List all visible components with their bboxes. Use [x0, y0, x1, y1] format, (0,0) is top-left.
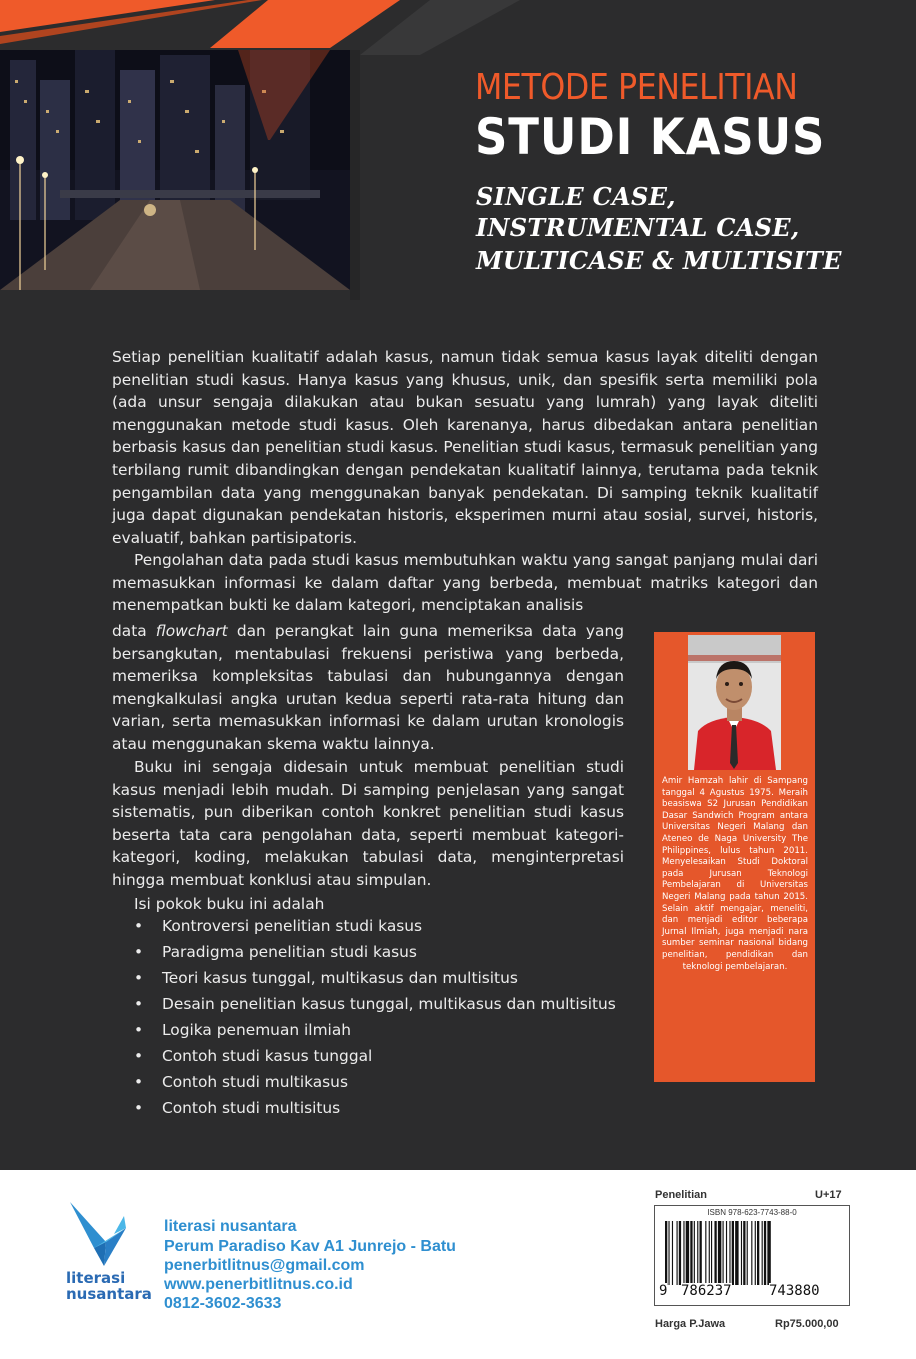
publisher-email: penerbitlitnus@gmail.com	[164, 1257, 365, 1274]
barcode-bar	[729, 1221, 730, 1285]
logo-text-line-1: literasi	[66, 1269, 126, 1287]
publisher-address: Perum Paradiso Kav A1 Junrejo - Batu	[164, 1238, 456, 1255]
barcode-bar	[757, 1221, 759, 1285]
barcode-bar	[755, 1221, 756, 1285]
bullet-icon: •	[134, 943, 144, 961]
author-portrait-illustration	[688, 635, 781, 770]
bullet-icon: •	[134, 1073, 144, 1091]
isbn-label: ISBN 978-623-7743-88-0	[707, 1208, 797, 1217]
list-item	[134, 913, 616, 939]
barcode-bar	[718, 1221, 721, 1285]
subtitle-line-1: SINGLE CASE,	[476, 182, 676, 211]
barcode-bar	[714, 1221, 716, 1285]
list-item	[134, 939, 616, 965]
barcode-bar	[751, 1221, 752, 1285]
bullet-icon: •	[134, 1099, 144, 1117]
publisher-name: literasi nusantara	[164, 1218, 297, 1235]
isbn-digit-group-1: 786237	[681, 1283, 732, 1299]
logo-text-line-2: nusantara	[66, 1285, 152, 1303]
bullet-icon: •	[134, 1047, 144, 1065]
list-item-label: Paradigma penelitian studi kasus	[162, 943, 417, 961]
blurb-p2-text-a: data	[112, 622, 156, 640]
isbn-digit-group-2: 743880	[769, 1283, 820, 1299]
barcode-bar	[711, 1221, 712, 1285]
blurb-p2-text-b: dan perangkat lain guna memeriksa data yang bersangkutan, mentabulasi frekuensi peristiwa yang berbeda, memeriksa kompleksitas tabulasi dan hubungannya dengan mengkalkulasi angka urutan kedua seperti rata-rata hitung dan varian, serta memasukkan informasi ke dalam urutan kronologis atau menggunakan skema waktu lainnya.	[112, 622, 624, 753]
list-item-label: Contoh studi multisitus	[162, 1099, 341, 1117]
list-item	[134, 1017, 616, 1043]
bullet-icon: •	[134, 917, 144, 935]
bullet-icon: •	[134, 969, 144, 987]
bullet-icon: •	[134, 995, 144, 1013]
publisher-website: www.penerbitlitnus.co.id	[164, 1276, 353, 1293]
list-item-label: Teori kasus tunggal, multikasus dan multisitus	[162, 969, 518, 987]
publisher-phone: 0812-3602-3633	[164, 1295, 282, 1312]
barcode-bar	[705, 1221, 706, 1285]
barcode-bar	[668, 1221, 669, 1285]
barcode-bar	[700, 1221, 702, 1285]
barcode-bar	[732, 1221, 734, 1285]
list-item	[134, 1043, 616, 1069]
list-item-label: Contoh studi kasus tunggal	[162, 1047, 373, 1065]
subtitle-line-2: INSTRUMENTAL CASE,	[476, 213, 800, 242]
barcode-bar	[677, 1221, 678, 1285]
blurb-paragraph-2-wide: Pengolahan data pada studi kasus membutuhkan waktu yang sangat panjang mulai dari memasukkan informasi ke dalam daftar yang berbeda, membuat matriks kategori dan menempatkan bukti ke dalam kategori, menciptakan analisis	[112, 551, 818, 615]
barcode-bar	[709, 1221, 710, 1285]
blurb-p2-italic: flowchart	[155, 622, 228, 640]
barcode-bar	[679, 1221, 681, 1285]
barcode-bar	[683, 1221, 684, 1285]
title-line-1: METODE PENELITIAN	[475, 67, 798, 108]
barcode-bar	[762, 1221, 763, 1285]
barcode-bar	[686, 1221, 689, 1285]
barcode-bar	[747, 1221, 748, 1285]
list-item	[134, 991, 616, 1017]
list-item-label: Logika penemuan ilmiah	[162, 1021, 352, 1039]
list-item	[134, 1095, 616, 1121]
list-item-label: Contoh studi multikasus	[162, 1073, 348, 1091]
isbn-box	[654, 1205, 850, 1306]
barcode-bar	[690, 1221, 692, 1285]
author-bio: Amir Hamzah lahir di Sampang tanggal 4 Agustus 1975. Meraih beasiswa S2 Jurusan Pendidikan Dasar Sandwich Program antara Universitas Negeri Malang dan Ateneo de Naga University The Philippines, lulus tahun 2011. Menyelesaikan Studi Doktoral pada Jurusan Teknologi Pembelajaran di Universitas Negeri Malang pada tahun 2015. Selain aktif mengajar, meneliti, dan menjadi editor beberapa Jurnal Ilmiah, juga menjadi nara sumber seminar nasional bidang penelitian, pendidikan dan teknologi pembelajaran.	[662, 776, 808, 972]
barcode-bar	[743, 1221, 745, 1285]
barcode-bar	[665, 1221, 667, 1285]
list-item	[134, 965, 616, 991]
barcode-bar	[697, 1221, 698, 1285]
blurb-paragraph-3: Buku ini sengaja didesain untuk membuat penelitian studi kasus menjadi lebih mudah. Di samping penjelasan yang sangat sistematis, pun diberikan contoh konkret penelitian studi kasus beserta tata cara pengolahan data, seperti membuat kategori-kategori, koding, melakukan tabulasi data, menginterpretasi hingga membuat konklusi atau simpulan.	[112, 758, 624, 889]
publisher-logo-icon	[64, 1198, 154, 1270]
blurb-paragraph-1: Setiap penelitian kualitatif adalah kasus, namun tidak semua kasus layak diteliti dengan penelitian studi kasus. Hanya kasus yang khusus, unik, dan spesifik serta memiliki pola (ada unsur sengaja dilakukan atau bukan sesuatu yang lumrah) yang layak diteliti menggunakan metode studi kasus. Oleh karenanya, harus dibedakan antara penelitian berbasis kasus dan penelitian studi kasus. Penelitian studi kasus, termasuk penelitian yang terbilang rumit dibandingkan dengan pendekatan kualitatif lainnya, terutama pada teknik pengambilan data yang menggunakan banyak pendekatan. Di samping teknik kualitatif juga dapat digunakan pendekatan historis, eksperimen murni atau sosial, survei, historis, evaluatif, bahkan partisipatoris.	[112, 348, 818, 547]
barcode-bar	[694, 1221, 695, 1285]
blurb-paragraph-2-narrow	[112, 620, 624, 756]
contents-intro: Isi pokok buku ini adalah	[134, 895, 325, 913]
title-line-2: STUDI KASUS	[475, 108, 826, 166]
price-label: Harga P.Jawa	[655, 1318, 726, 1330]
barcode-bar	[726, 1221, 727, 1285]
isbn-digit-first: 9	[659, 1283, 668, 1299]
list-item-label: Desain penelitian kasus tunggal, multikasus dan multisitus	[162, 995, 616, 1013]
subtitle-line-3: MULTICASE & MULTISITE	[476, 246, 842, 275]
list-item-label: Kontroversi penelitian studi kasus	[162, 917, 423, 935]
author-photo	[688, 635, 781, 770]
author-box	[654, 632, 815, 1082]
list-item	[134, 1069, 616, 1095]
age-rating: U+17	[815, 1189, 842, 1201]
barcode-bar	[764, 1221, 766, 1285]
barcode-bar	[723, 1221, 724, 1285]
contents-list	[134, 913, 616, 1121]
barcode-bar	[672, 1221, 673, 1285]
bullet-icon: •	[134, 1021, 144, 1039]
barcode-bar	[735, 1221, 738, 1285]
barcode-bar	[767, 1221, 770, 1285]
book-category: Penelitian	[655, 1189, 707, 1201]
barcode-bar	[741, 1221, 742, 1285]
price-value: Rp75.000,00	[775, 1318, 839, 1330]
